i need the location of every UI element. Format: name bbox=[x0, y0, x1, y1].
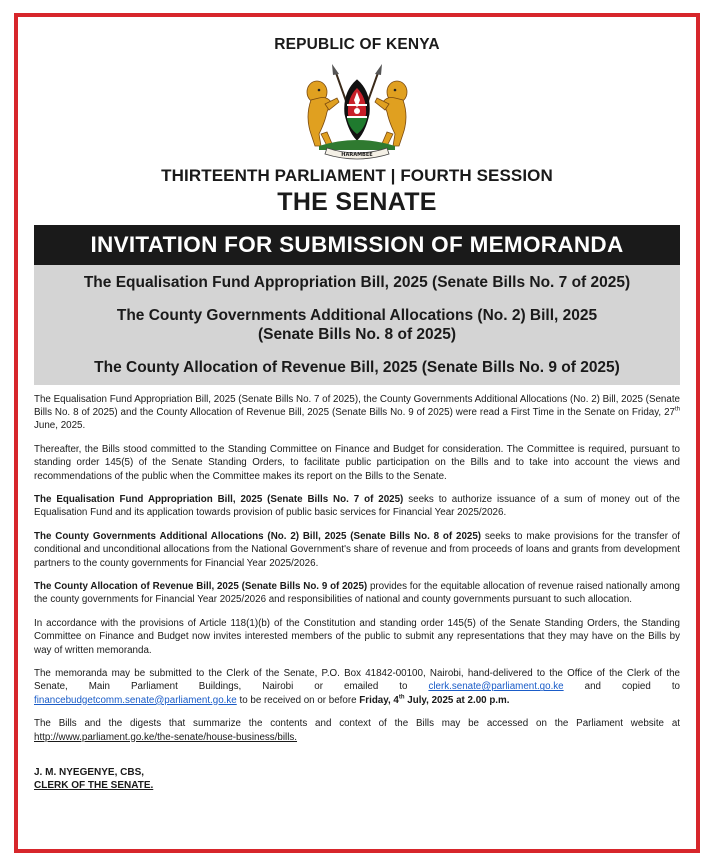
committee-email-link[interactable]: financebudgetcomm.senate@parliament.go.ke bbox=[34, 694, 237, 706]
paragraph-bill-7 bbox=[34, 493, 680, 519]
p7-text-3: to be received on or before bbox=[236, 694, 360, 706]
p1-text: The Equalisation Fund Appropriation Bill, 2025 (Senate Bills No. 7 of 2025), the County Governments Additional Allocations (No. 2) Bill, 2025 (Senate Bills No. 8 of 2025) and the County Allocation of Revenue Bill, 2025 (Senate Bills No. 9 of 2025) were read a First Time in the Senate on Friday, 27 bbox=[34, 394, 680, 419]
p7-text-2: and copied to bbox=[563, 681, 680, 693]
signature-block bbox=[34, 766, 680, 792]
paragraph-committal: Thereafter, the Bills stood committed to the Standing Committee on Finance and Budget for consideration. The Committee is required, pursuant to standing order 145(5) of the Senate Standing Orders, to facilitate public participation on the Bills and to take into account the views and recommendations of the public when the Committee makes its report on the Bills to the Senate. bbox=[34, 444, 680, 482]
deadline-sup: th bbox=[398, 694, 405, 701]
bill-title-2-line1: The County Governments Additional Allocations (No. 2) Bill, 2025 bbox=[116, 307, 598, 324]
p1-sup: th bbox=[674, 406, 680, 413]
republic-heading: REPUBLIC OF KENYA bbox=[274, 36, 440, 53]
p1-text-end: June, 2025. bbox=[34, 420, 86, 432]
paragraph-bill-8 bbox=[34, 530, 680, 570]
parliament-website-link[interactable]: http://www.parliament.go.ke/the-senate/house-business/bills. bbox=[34, 731, 298, 743]
bill-title-2 bbox=[40, 306, 674, 344]
p3-bill-name: The Equalisation Fund Appropriation Bill, 2025 (Senate Bills No. 7 of 2025) bbox=[34, 494, 404, 506]
clerk-email-link[interactable]: clerk.senate@parliament.go.ke bbox=[428, 681, 564, 693]
parliament-session: THIRTEENTH PARLIAMENT | FOURTH SESSION bbox=[161, 166, 553, 185]
signatory-name: J. M. NYEGENYE, CBS, bbox=[34, 766, 145, 778]
bill-title-2-line2: (Senate Bills No. 8 of 2025) bbox=[257, 326, 457, 343]
page-frame bbox=[14, 13, 700, 853]
motto-text: HARAMBEE bbox=[341, 152, 373, 158]
invitation-banner: INVITATION FOR SUBMISSION OF MEMORANDA bbox=[34, 225, 680, 265]
bills-list bbox=[34, 265, 680, 385]
deadline-text: Friday, 4 bbox=[359, 694, 399, 706]
signatory-title: CLERK OF THE SENATE. bbox=[34, 779, 154, 791]
p8-text: The Bills and the digests that summarize the contents and context of the Bills may be accessed on the Parliament website at bbox=[34, 718, 680, 730]
notice-body bbox=[34, 393, 680, 744]
paragraph-invitation: In accordance with the provisions of Article 118(1)(b) of the Constitution and standing order 145(5) of the Senate Standing Orders, the Standing Committee on Finance and Budget now invites interested members of the public to submit any representations that they may have on the Bills by way of written memoranda. bbox=[34, 618, 680, 656]
p3-text: seeks to authorize issuance of a sum of money out of the Equalisation Fund and its application towards provision of public basic services for Financial Year 2025/2026. bbox=[34, 494, 680, 519]
notice-content bbox=[34, 17, 680, 849]
bill-title-1: The Equalisation Fund Appropriation Bill, 2025 (Senate Bills No. 7 of 2025) bbox=[83, 274, 631, 291]
p4-text: seeks to make provisions for the transfer of conditional and unconditional allocations from the National Government's share of revenue and from proceeds of loans and grants from development partners to the county governments for Financial Year 2025/2026. bbox=[34, 531, 680, 569]
coat-of-arms-icon bbox=[297, 62, 417, 160]
paragraph-bill-9 bbox=[34, 580, 680, 606]
p7-text: The memoranda may be submitted to the Clerk of the Senate, P.O. Box 41842-00100, Nairobi, hand-delivered to the Office of the Clerk of the Senate, Main Parliament Buildings, Nairobi or emailed to bbox=[34, 668, 680, 693]
p5-text: provides for the equitable allocation of revenue raised nationally among the county governments for Financial Year 2025/2026 and responsibilities of national and county governments pursuant to such allocation. bbox=[34, 581, 680, 606]
bill-title-3: The County Allocation of Revenue Bill, 2025 (Senate Bills No. 9 of 2025) bbox=[94, 359, 620, 376]
deadline bbox=[359, 695, 509, 706]
p4-bill-name: The County Governments Additional Allocations (No. 2) Bill, 2025 (Senate Bills No. 8 of 2025) bbox=[34, 531, 482, 543]
senate-heading: THE SENATE bbox=[277, 188, 437, 216]
p5-bill-name: The County Allocation of Revenue Bill, 2025 (Senate Bills No. 9 of 2025) bbox=[34, 581, 368, 593]
deadline-text-end: July, 2025 at 2.00 p.m. bbox=[404, 694, 510, 706]
paragraph-website bbox=[34, 717, 680, 743]
paragraph-submission bbox=[34, 667, 680, 707]
paragraph-first-reading bbox=[34, 393, 680, 433]
